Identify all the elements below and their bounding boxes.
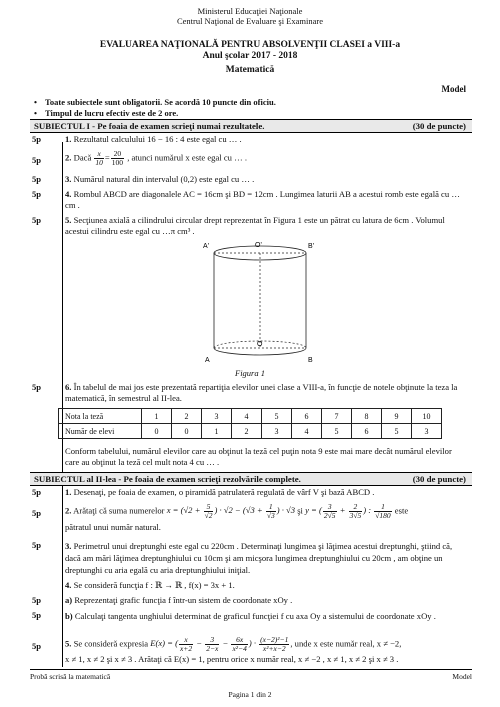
label-a: A — [205, 357, 210, 364]
table-cell: 5 — [382, 424, 412, 439]
question-text: Perimetrul unui dreptunghi este egal cu 220cm . Determinaţi lungimea şi lăţimea acestui dreptunghi, ştiind că, dacă am mări lăţimea dreptunghiului cu 10cm şi am micşora lungimea dreptunghiului cu 20cm , am obţine un dreptunghi cu aria egală cu aria dreptunghiului iniţial. — [65, 541, 453, 575]
figure-caption: Figura 1 — [235, 368, 265, 378]
section2-header — [30, 472, 472, 486]
formula-e: E(x) = ( $\frac{x}{x+2}$ − $\frac{3}{2-x}$ − $\frac{6x}{\text{x²−4}}$ ) · $\frac{\text{(x−2)²−1}}{\text{x²+x−2}}$ — [150, 635, 289, 653]
school-year: Anul şcolar 2017 - 2018 — [202, 51, 298, 61]
instructions-list — [34, 97, 276, 118]
section2-title: SUBIECTUL al II-lea - Pe foaia de examen scrieţi rezolvările complete. — [34, 474, 301, 484]
question-1-2 — [30, 150, 472, 172]
instruction-item: • Timpul de lucru efectiv este de 2 ore. — [34, 108, 276, 119]
footer-left: Probă scrisă la matematică — [30, 672, 111, 681]
table-cell: 0 — [172, 424, 202, 439]
points-label: 5p — [32, 134, 42, 144]
question-text: Reprezentaţi grafic funcţia f într-un sistem de coordonate xOy . — [74, 595, 293, 605]
table-cell: 0 — [142, 424, 172, 439]
section1-title: SUBIECTUL I - Pe foaia de examen scrieţi numai rezultatele. — [34, 121, 265, 131]
question-number: a) — [65, 595, 73, 605]
table-cell: Nota la teză — [59, 409, 142, 424]
table-cell: 5 — [262, 409, 292, 424]
table-cell: 10 — [412, 409, 442, 424]
table-cell: 1 — [142, 409, 172, 424]
question-number: 6. — [65, 382, 72, 392]
question-number: b) — [65, 611, 73, 621]
table-row — [59, 409, 442, 424]
formula-y: y = ( $\frac{3}{2√5}$ + $\frac{2}{3√5}$ ) : $\frac{1}{√180}$ — [305, 502, 391, 520]
formula-x: x = (√2 + $\frac{5}{√2}$ ) · √2 − (√3 + $\frac{1}{√3}$ ) · √3 — [166, 502, 296, 520]
question-number: 2. — [65, 505, 72, 516]
model-label: Model — [441, 84, 466, 94]
table-cell: 6 — [292, 409, 322, 424]
label-a-prime: A' — [203, 243, 210, 250]
instruction-item: • Toate subiectele sunt obligatorii. Se acordă 10 puncte din oficiu. — [34, 97, 276, 108]
question-text: Numărul natural din intervalul (0,2) este egal cu … . — [73, 174, 255, 184]
question-text: Dacă — [73, 152, 92, 163]
section1-header — [30, 119, 472, 133]
header-block — [0, 6, 500, 26]
section2-points: (30 de puncte) — [412, 474, 466, 484]
question-2-2 — [30, 501, 472, 537]
points-label: 5p — [32, 382, 42, 392]
points-label: 5p — [32, 540, 42, 550]
question-text: Conform tabelului, numărul elevilor care au obţinut la teză cel puţin nota 9 este mai mare decât numărul elevilor care au obţinut la teză cel mult nota 4 cu … . — [65, 446, 452, 467]
exam-title: EVALUAREA NAŢIONALĂ PENTRU ABSOLVENŢII CLASEI a VIII-a — [99, 40, 401, 50]
question-number: 4. — [65, 189, 72, 199]
question-text: , atunci numărul x este egal cu … . — [127, 152, 247, 163]
label-o-prime: O' — [255, 242, 262, 249]
label-b: B — [308, 357, 313, 364]
table-cell: 3 — [262, 424, 292, 439]
bottom-front-arc — [214, 348, 306, 355]
fraction-20-over-100: $\frac{20}{100}$ — [111, 149, 124, 167]
label-b-prime: B' — [308, 243, 315, 250]
points-label: 5p — [32, 487, 42, 497]
points-label: 5p — [32, 215, 42, 225]
question-text: Arătaţi că suma numerelor — [73, 505, 165, 516]
cylinder-figure — [195, 238, 325, 368]
question-number: 2. — [65, 152, 72, 163]
question-text: Secţiunea axială a cilindrului circular drept reprezentat în Figura 1 este un pătrat cu latura de 6cm . Volumul acestui cilindru este egal cu …π cm³ . — [65, 215, 445, 236]
table-cell: 7 — [322, 409, 352, 424]
question-text: şi — [297, 505, 303, 516]
question-text: pătratul unui număr natural. — [65, 522, 161, 532]
question-text: Calculaţi tangenta unghiului determinat de graficul funcţiei f cu axa Oy a sistemului de coordonate xOy . — [74, 611, 436, 621]
section1-points: (30 de puncte) — [412, 121, 466, 131]
question-number: 3. — [65, 541, 72, 551]
question-text: x ≠ 1, x ≠ 2 şi x ≠ 3 . Arătaţi că E(x) = 1, pentru orice x număr real, x ≠ −2 , x ≠ 1, x ≠ 2 şi x ≠ 3 . — [65, 654, 399, 664]
question-number: 1. — [65, 487, 72, 497]
label-o: O — [257, 341, 263, 348]
table-cell: 3 — [412, 424, 442, 439]
table-cell: Număr de elevi — [59, 424, 142, 439]
points-label: 5p — [32, 155, 42, 165]
question-number: 3. — [65, 174, 72, 184]
table-cell: 6 — [352, 424, 382, 439]
table-cell: 1 — [202, 424, 232, 439]
footer — [30, 669, 472, 681]
question-text: Se consideră funcţia f : ℝ → ℝ , f(x) = 3x + 1. — [73, 580, 235, 590]
question-text: este — [394, 505, 409, 516]
question-text: Rombul ABCD are diagonalele AC = 16cm şi BD = 12cm . Lungimea laturii AB a acestui romb este egală cu …cm . — [65, 189, 460, 210]
table-cell: 3 — [202, 409, 232, 424]
page-number: Pagina 1 din 2 — [228, 690, 272, 699]
table-row — [59, 424, 442, 439]
subject-name: Matematică — [225, 65, 275, 75]
table-cell: 2 — [232, 424, 262, 439]
table-cell: 2 — [172, 409, 202, 424]
table-cell: 4 — [292, 424, 322, 439]
ministry-name: Ministerul Educaţiei Naţionale — [197, 6, 303, 16]
question-text: , unde x este număr real, x ≠ −2, — [290, 638, 402, 649]
table-cell: 9 — [382, 409, 412, 424]
table-cell: 8 — [352, 409, 382, 424]
title-block — [0, 40, 500, 76]
question-number: 5. — [65, 215, 72, 225]
points-column-divider — [62, 142, 63, 667]
question-number: 4. — [65, 580, 72, 590]
footer-right: Model — [452, 672, 472, 681]
points-label: 5p — [32, 508, 42, 518]
question-number: 1. — [65, 134, 72, 144]
question-text: În tabelul de mai jos este prezentată repartiţia elevilor unei clase a VIII-a, în funcţie de notele obţinute la teza la matematică, în semestrul al II-lea. — [65, 382, 458, 403]
question-text: Desenaţi, pe foaia de examen, o piramidă patrulateră regulată de vârf V şi bază ABCD . — [73, 487, 375, 497]
points-label: 5p — [32, 174, 42, 184]
grades-table — [58, 408, 442, 439]
points-label: 5p — [32, 641, 42, 651]
equals-sign: = — [104, 152, 110, 163]
table-cell: 4 — [232, 409, 262, 424]
question-text: Se consideră expresia — [73, 638, 149, 649]
table-cell: 5 — [322, 424, 352, 439]
fraction-x-over-10: $\frac{x}{10}$ — [95, 149, 103, 167]
question-text: Rezultatul calculului 16 − 16 : 4 este egal cu … . — [73, 134, 242, 144]
points-label: 5p — [32, 189, 42, 199]
center-name: Centrul Naţional de Evaluare şi Examinare — [176, 16, 324, 26]
points-label: 5p — [32, 610, 42, 620]
question-number: 5. — [65, 638, 72, 649]
question-2-5 — [30, 636, 472, 668]
points-label: 5p — [32, 595, 42, 605]
